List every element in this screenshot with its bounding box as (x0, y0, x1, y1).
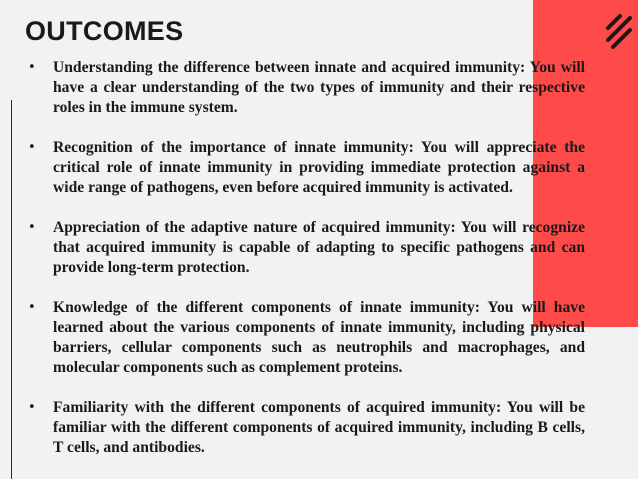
diagonal-stripes-icon (604, 12, 634, 52)
bullet-item (28, 58, 585, 118)
bullet-marker: • (28, 60, 36, 75)
bullet-item (28, 398, 585, 458)
bullet-text: Recognition of the importance of innate immunity: You will appreciate the critical role of innate immunity in providing immediate protection against a wide range of pathogens, even before acquired immunity is activated. (53, 139, 585, 196)
bullet-text: Appreciation of the adaptive nature of acquired immunity: You will recognize that acquired immunity is capable of adapting to specific pathogens and can provide long-term protection. (53, 219, 585, 276)
bullet-marker: • (28, 220, 36, 235)
bullet-text: Knowledge of the different components of innate immunity: You will have learned about the various components of innate immunity, including physical barriers, cellular components such as neutrophils and macrophages, and molecular components such as complement proteins. (53, 299, 585, 376)
bullet-item (28, 298, 585, 378)
bullet-item (28, 218, 585, 278)
slide-title: OUTCOMES (25, 16, 184, 46)
outcomes-list (28, 58, 585, 458)
bullet-text: Understanding the difference between innate and acquired immunity: You will have a clear understanding of the two types of immunity and their respective roles in the immune system. (53, 59, 585, 116)
bullet-text: Familiarity with the different components of acquired immunity: You will be familiar with the different components of acquired immunity, including B cells, T cells, and antibodies. (53, 399, 585, 456)
left-vertical-rule (11, 100, 12, 479)
bullet-marker: • (28, 140, 36, 155)
bullet-marker: • (28, 400, 36, 415)
bullet-marker: • (28, 300, 36, 315)
bullet-item (28, 138, 585, 198)
